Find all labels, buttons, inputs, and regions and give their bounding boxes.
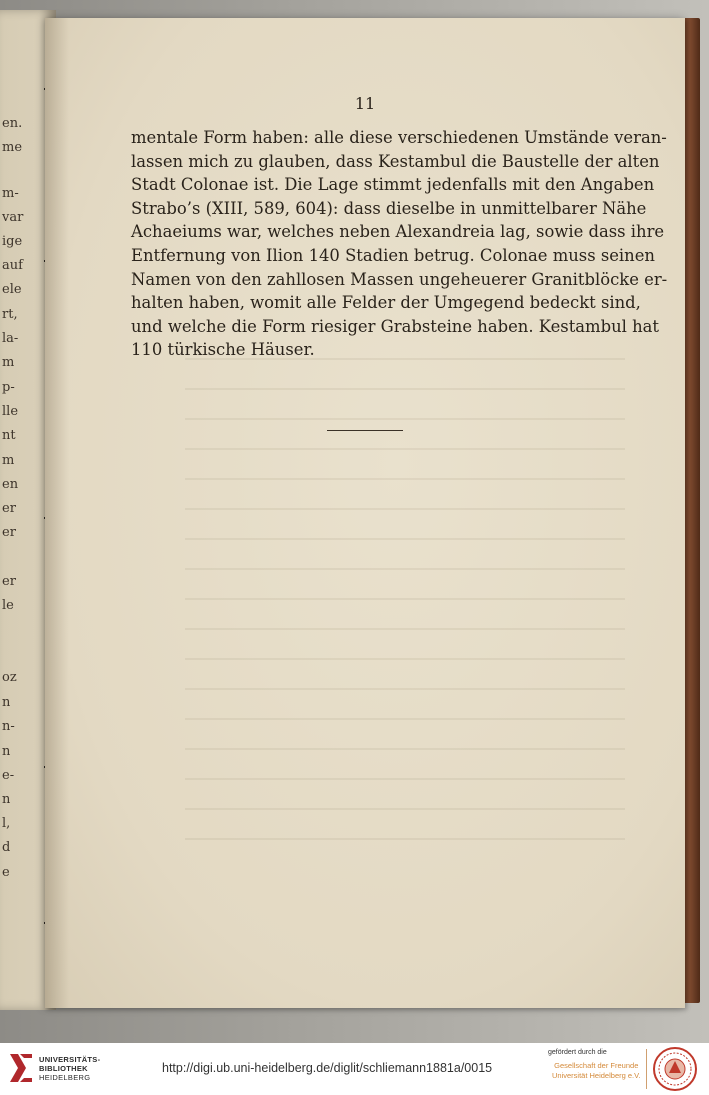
left-page-fragment: ige [2,234,23,249]
left-page-fragment: l, [2,816,11,831]
left-page-fragment: d [2,840,11,855]
left-page-fragment: la- [2,331,19,346]
left-page-fragment: m [2,453,15,468]
footer-divider [646,1049,647,1089]
left-page-fragment: n [2,695,11,710]
left-page-fragment: en [2,477,19,492]
body-text [131,126,668,362]
left-page-fragment: er [2,501,16,516]
book-page [45,18,685,1008]
left-page-fragment: var [2,210,24,225]
text-line: Achaeiums war, welches neben Alexandreia lag, sowie dass ihre [131,222,665,242]
text-line: Namen von den zahllosen Massen ungeheuerer Granitblöcke er- [131,269,668,289]
section-rule [327,430,403,431]
left-page-fragment: me [2,140,23,155]
funded-by-label: gefördert durch die [548,1049,607,1056]
left-page-fragment: oz [2,670,17,685]
library-name-line: BIBLIOTHEK [39,1064,88,1073]
left-page-fragment: lle [2,404,19,419]
library-name-line: HEIDELBERG [39,1073,91,1082]
left-page-fragment: m- [2,186,19,201]
left-page-fragment: er [2,525,16,540]
left-page-fragment: er [2,574,16,589]
left-page-fragment: m [2,355,15,370]
society-name-line: Gesellschaft der Freunde [554,1061,639,1070]
left-page-fragment: auf [2,258,23,273]
text-line: lassen mich zu glauben, dass Kestambul die Baustelle der alten [131,151,660,171]
library-logo-icon[interactable] [8,1052,34,1086]
society-name[interactable] [552,1061,641,1081]
viewer-footer [0,1043,709,1095]
text-line: mentale Form haben: alle diese verschiedenen Umstände veran- [131,128,667,147]
left-page-fragment: n- [2,719,15,734]
left-page-fragment: ele [2,282,22,297]
gutter-shadow [45,18,69,1008]
text-line: halten haben, womit alle Felder der Umgegend bedeckt sind, [131,293,641,313]
left-page-fragment: le [2,598,14,613]
text-line: Entfernung von Ilion 140 Stadien betrug. Colonae muss seinen [131,245,655,265]
left-page-fragment: rt, [2,307,18,322]
library-name-line: UNIVERSITÄTS- [39,1055,101,1064]
left-page-fragment: nt [2,428,16,443]
left-page-fragment: e- [2,768,15,783]
text-line: 110 türkische Häuser. [131,340,315,360]
library-name[interactable] [39,1055,100,1082]
text-line: und welche die Form riesiger Grabsteine haben. Kestambul hat [131,316,660,336]
text-line: Strabo’s (XIII, 589, 604): dass dieselbe in unmittelbarer Nähe [131,198,647,218]
left-page-fragment: n [2,744,11,759]
left-page-fragment: en. [2,116,23,131]
left-page-fragment: p- [2,380,15,395]
text-line: Stadt Colonae ist. Die Lage stimmt jedenfalls mit den Angaben [131,175,655,195]
left-page-fragment: e [2,865,10,880]
society-name-line: Universität Heidelberg e.V. [552,1071,641,1080]
left-page-fragment: n [2,792,11,807]
university-seal-icon[interactable] [652,1046,698,1092]
permalink-url[interactable]: http://digi.ub.uni-heidelberg.de/diglit/schliemann1881a/0015 [162,1061,493,1075]
page-number: 11 [354,94,376,113]
